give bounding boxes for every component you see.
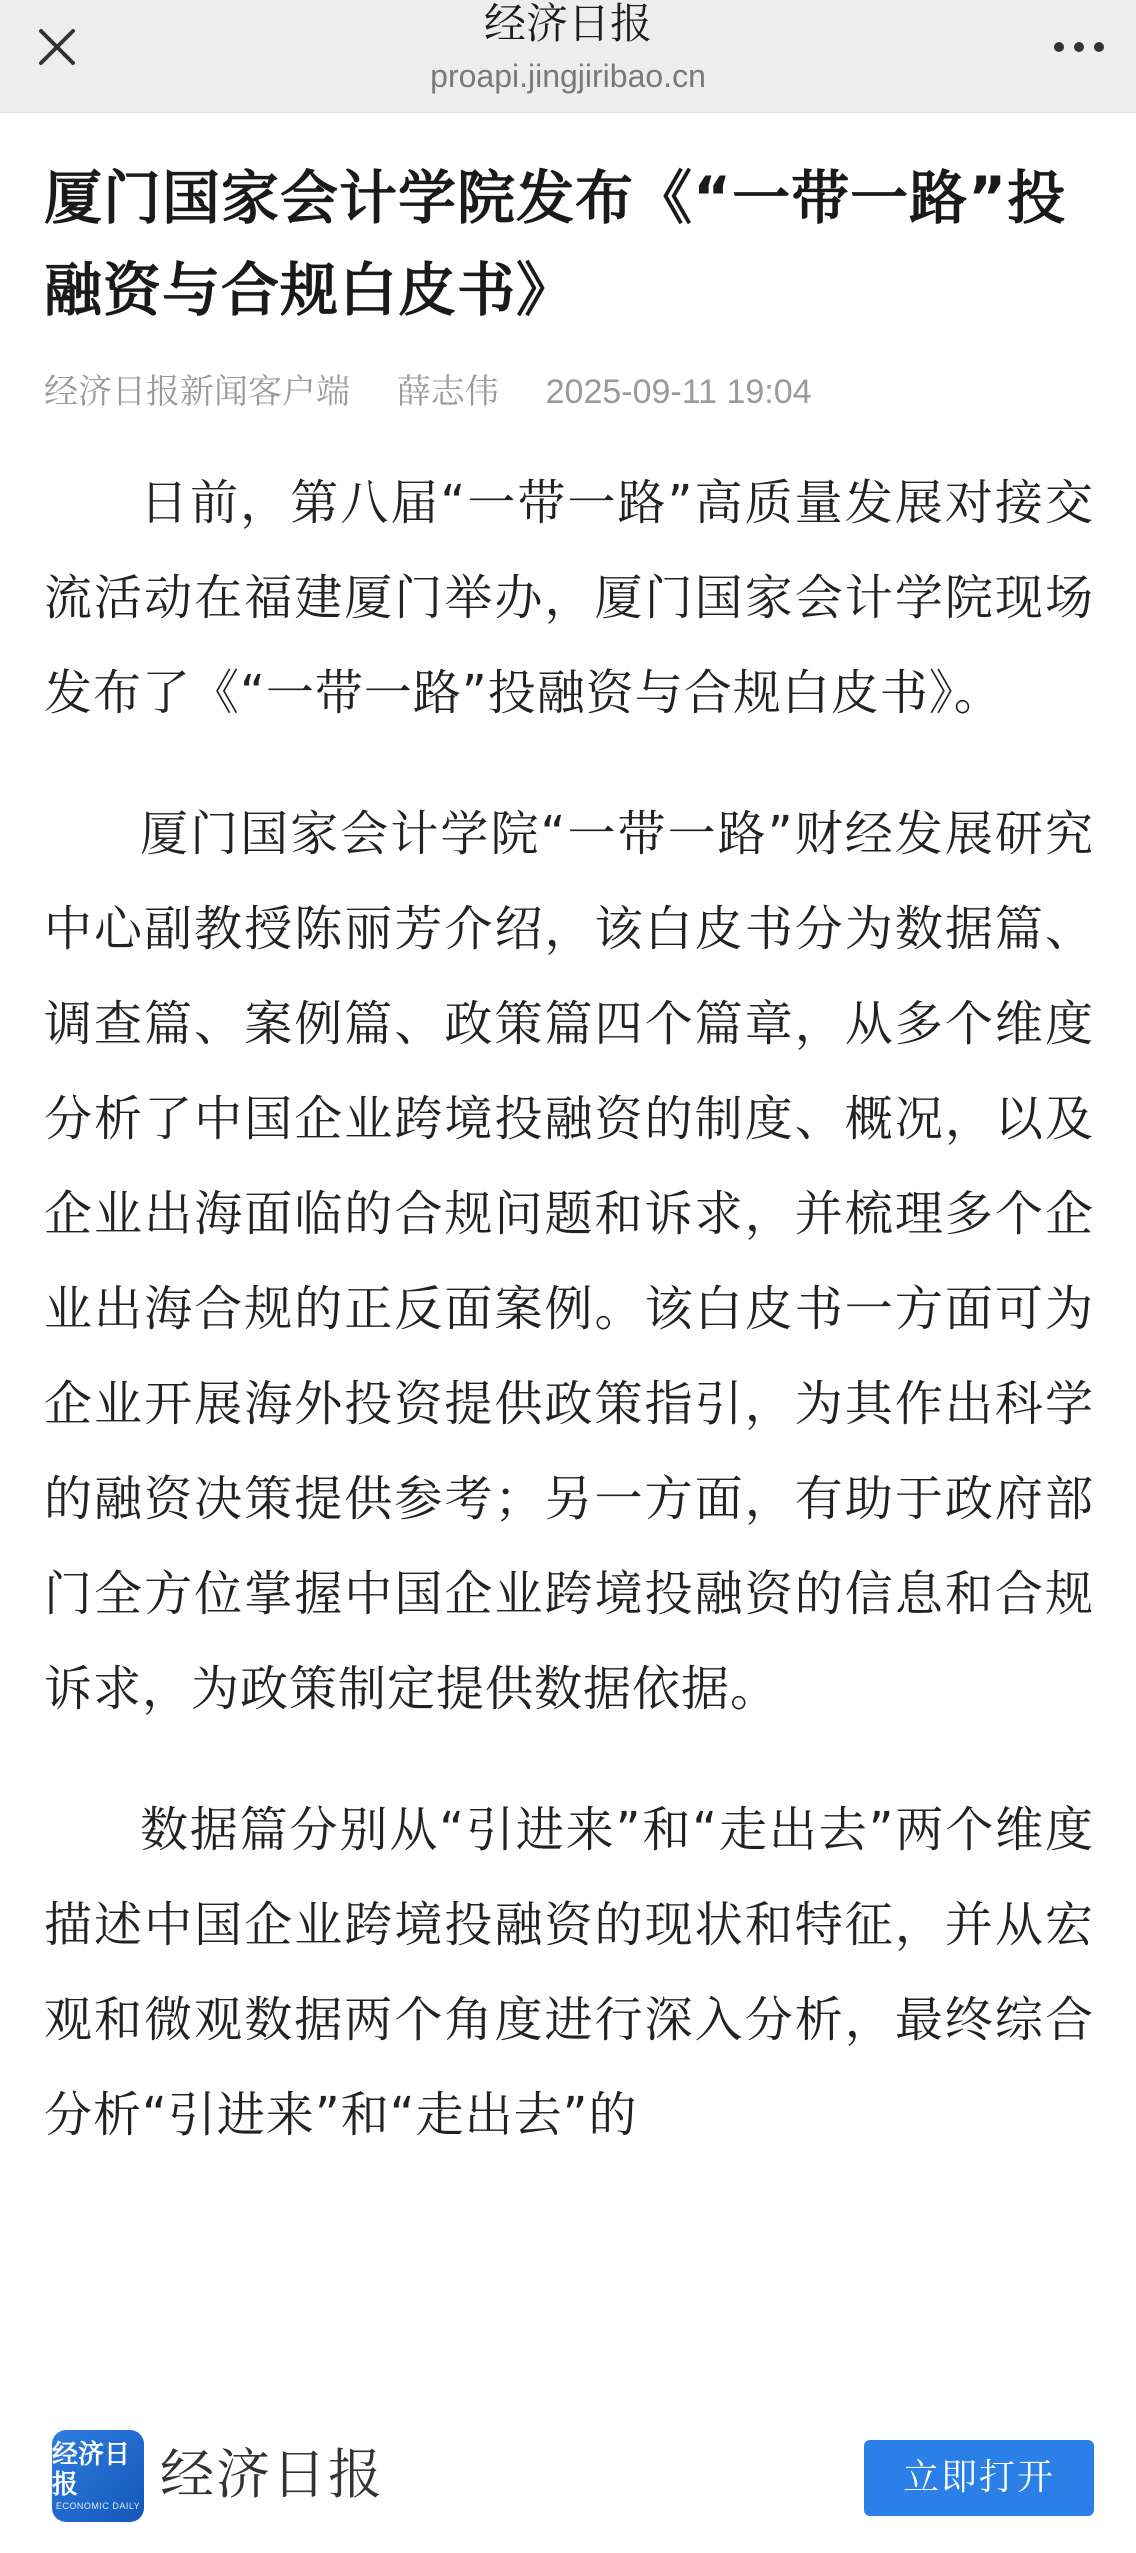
article-meta [44,368,1094,416]
app-logo-subtext: ECONOMIC DAILY [55,2501,141,2511]
page-url: proapi.jingjiribao.cn [430,58,706,94]
article-headline: 厦门国家会计学院发布《“一带一路”投融资与合规白皮书》 [44,164,1067,324]
article-paragraph: 厦门国家会计学院“一带一路”财经发展研究中心副教授陈丽芳介绍，该白皮书分为数据篇、调查篇、案例篇、政策篇四个篇章，从多个维度分析了中国企业跨境投融资的制度、概况，以及企业出海面临的合规问题和诉求，并梳理多个企业出海合规的正反面案例。该白皮书一方面可为企业开展海外投资提供政策指引，为其作出科学的融资决策提供参考；另一方面，有助于政府部门全方位掌握中国企业跨境投融资的信息和合规诉求，为政策制定提供数据依据。 [44,806,1094,1717]
app-download-banner [0,2408,1136,2553]
browser-top-bar [0,0,1136,113]
open-app-button[interactable]: 立即打开 [864,2440,1094,2516]
article-source[interactable]: 经济日报新闻客户端 [44,372,350,412]
app-logo-text: 经济日报 [52,2440,131,2500]
app-name: 经济日报 [160,2443,384,2506]
article-paragraph: 数据篇分别从“引进来”和“走出去”两个维度描述中国企业跨境投融资的现状和特征，并从宏观和微观数据两个角度进行深入分析，最终综合分析“引进来”和“走出去”的 [44,1802,1094,2143]
article-author: 薛志伟 [396,372,499,412]
article-date: 2025-09-11 19:04 [545,373,812,411]
app-logo[interactable] [52,2430,144,2522]
more-dots-icon [1051,39,1107,55]
article-body [44,456,1094,2163]
more-button[interactable] [1044,12,1114,82]
article-paragraph: 日前，第八届“一带一路”高质量发展对接交流活动在福建厦门举办，厦门国家会计学院现场发布了《“一带一路”投融资与合规白皮书》。 [44,475,1094,721]
article [44,112,1094,2209]
page-title: 经济日报 [483,0,652,48]
